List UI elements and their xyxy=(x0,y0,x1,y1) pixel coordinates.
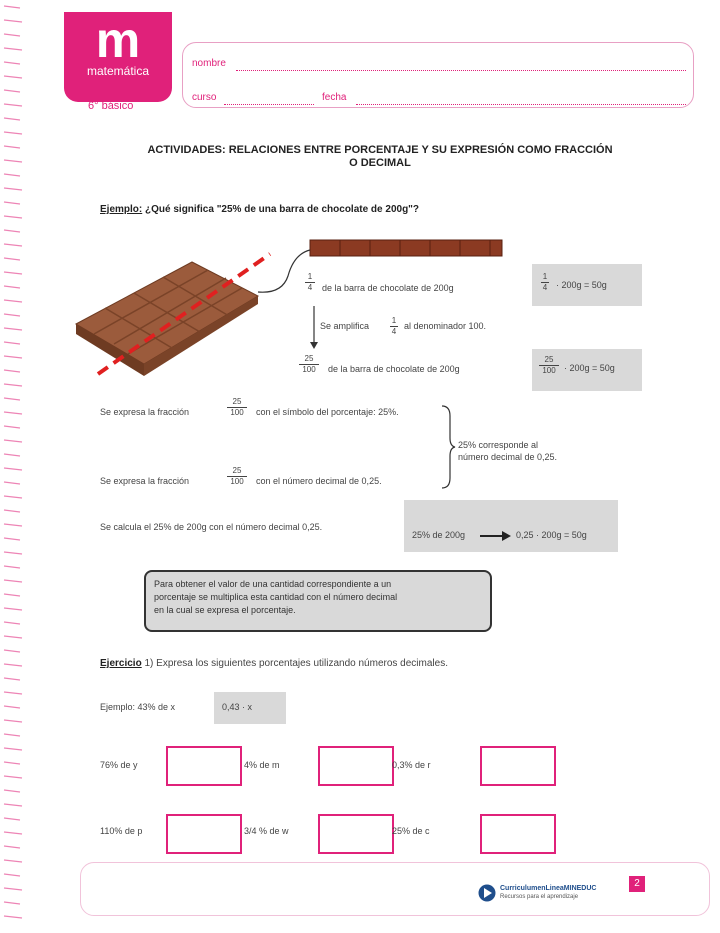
row2-box-fraction xyxy=(538,355,560,376)
rule-note-box xyxy=(144,570,492,632)
row2-fraction xyxy=(298,354,320,375)
exercise-heading xyxy=(100,658,448,669)
note-line-3: en la cual se expresa el porcentaje. xyxy=(154,605,296,615)
brand-logo-icon xyxy=(478,884,496,902)
item-6-label: 25% de c xyxy=(392,826,430,836)
page-title xyxy=(100,144,660,170)
denominator: 4 xyxy=(542,283,548,292)
row1-fraction xyxy=(304,272,316,293)
numerator: 25 xyxy=(232,397,242,406)
curso-label: curso xyxy=(192,92,217,103)
amplify-fraction xyxy=(389,316,399,337)
row2-box-text: · 200g = 50g xyxy=(564,363,615,373)
denominator: 100 xyxy=(227,476,247,487)
brand-line-1: CurriculumenLineaMINEDUC xyxy=(500,885,597,892)
exercise-example-text: Ejemplo: 43% de x xyxy=(100,702,176,712)
fecha-label: fecha xyxy=(322,92,347,103)
item-4-answer-box[interactable] xyxy=(166,814,242,854)
student-info-box xyxy=(182,42,694,108)
expr2-text-a: Se expresa la fracción xyxy=(100,476,190,486)
expr1-fraction xyxy=(226,397,248,418)
note-line-1: Para obtener el valor de una cantidad correspondiente a un xyxy=(154,579,392,589)
nombre-field[interactable] xyxy=(236,70,686,71)
amplify-text-a: Se amplifica xyxy=(320,321,370,331)
brace-note-line-2: número decimal de 0,25. xyxy=(458,452,558,462)
row1-box-fraction xyxy=(540,272,550,293)
item-5-label: 3/4 % de w xyxy=(244,826,289,836)
denominator: 4 xyxy=(305,282,315,293)
grade-label: 6° básico xyxy=(88,100,134,112)
brace-note-line-1: 25% corresponde al xyxy=(458,440,539,450)
numerator: 1 xyxy=(307,272,313,281)
item-1-label: 76% de y xyxy=(100,760,138,770)
calc-box xyxy=(404,500,618,552)
exercise-label: Ejercicio xyxy=(100,658,142,669)
denominator: 100 xyxy=(299,364,319,375)
page-edge-decoration xyxy=(0,0,26,933)
expr2-text-b: con el número decimal de 0,25. xyxy=(256,476,382,486)
logo-word: matemática xyxy=(86,64,150,78)
denominator: 4 xyxy=(391,327,397,336)
footer-box xyxy=(80,862,710,916)
amplify-text-b: al denominador 100. xyxy=(404,321,487,331)
logo-letter: m xyxy=(95,12,141,68)
expr1-text-a: Se expresa la fracción xyxy=(100,407,190,417)
brand-line-2: Recursos para el aprendizaje xyxy=(500,894,579,900)
title-line-2: O DECIMAL xyxy=(349,157,411,169)
example-label: Ejemplo: xyxy=(100,204,143,215)
subject-logo xyxy=(64,12,172,102)
example-question xyxy=(100,204,419,215)
item-2-answer-box[interactable] xyxy=(318,746,394,786)
fecha-field[interactable] xyxy=(356,104,686,105)
item-4-label: 110% de p xyxy=(100,826,143,836)
title-line-1: ACTIVIDADES: RELACIONES ENTRE PORCENTAJE Y SU EXPRESIÓN COMO FRACCIÓN xyxy=(147,144,613,156)
calc-text: Se calcula el 25% de 200g con el número decimal 0,25. xyxy=(100,522,323,532)
numerator: 25 xyxy=(544,355,554,364)
expr1-text-b: con el símbolo del porcentaje: 25%. xyxy=(256,407,399,417)
numerator: 25 xyxy=(232,466,242,475)
item-3-label: 0,3% de r xyxy=(392,760,431,770)
exercise-instruction: 1) Expresa los siguientes porcentajes utilizando números decimales. xyxy=(144,658,448,669)
chocolate-bar-segments xyxy=(310,240,502,256)
note-line-2: porcentaje se multiplica esta cantidad con el número decimal xyxy=(154,592,398,602)
page-number: 2 xyxy=(629,876,645,892)
row1-box-text: · 200g = 50g xyxy=(556,280,607,290)
numerator: 1 xyxy=(391,316,397,325)
row2-text: de la barra de chocolate de 200g xyxy=(328,364,460,374)
denominator: 100 xyxy=(539,365,559,376)
item-6-answer-box[interactable] xyxy=(480,814,556,854)
calc-box-right: 0,25 · 200g = 50g xyxy=(516,530,587,540)
nombre-label: nombre xyxy=(192,58,226,69)
curso-field[interactable] xyxy=(224,104,314,105)
row1-text: de la barra de chocolate de 200g xyxy=(322,283,454,293)
item-5-answer-box[interactable] xyxy=(318,814,394,854)
denominator: 100 xyxy=(227,407,247,418)
exercise-example-answer: 0,43 · x xyxy=(222,702,253,712)
numerator: 25 xyxy=(304,354,314,363)
item-3-answer-box[interactable] xyxy=(480,746,556,786)
example-question-text: ¿Qué significa "25% de una barra de chocolate de 200g"? xyxy=(145,204,420,215)
calc-box-left: 25% de 200g xyxy=(412,530,466,540)
arrow-right-icon xyxy=(480,530,512,542)
item-2-label: 4% de m xyxy=(244,760,280,770)
item-1-answer-box[interactable] xyxy=(166,746,242,786)
expr2-fraction xyxy=(226,466,248,487)
amplify-arrow xyxy=(308,304,320,350)
brace xyxy=(440,404,456,490)
numerator: 1 xyxy=(542,272,548,281)
